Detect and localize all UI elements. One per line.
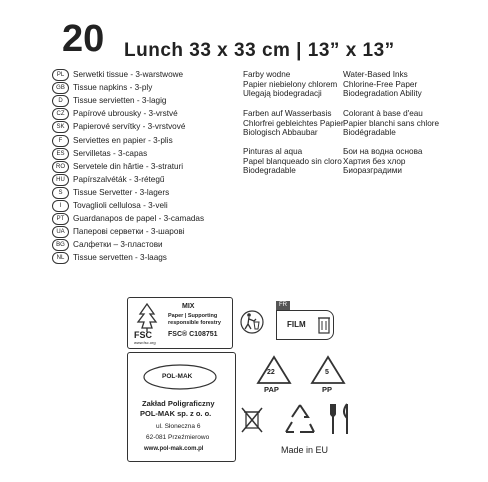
ink-info-es: [243, 147, 342, 176]
recycle-number: 5: [325, 369, 329, 376]
tidyman-icon: [240, 309, 264, 335]
language-text: Serwetki tissue - 3-warstwowe: [73, 70, 184, 79]
ink-info-en: [343, 70, 422, 99]
company-website: www.pol-mak.com.pl: [144, 446, 204, 452]
film-label: FILM: [287, 320, 306, 329]
language-code-badge: BG: [52, 239, 69, 251]
recycle-code: PAP: [264, 385, 279, 394]
language-text: Papierové servítky - 3-vrstvové: [73, 122, 186, 132]
ink-info-line: Ulegają biodegradacji: [243, 89, 322, 98]
company-name1: Zakład Poligraficzny: [142, 399, 215, 408]
ink-info-line: Biodegradable: [243, 166, 296, 175]
recycle-code: PP: [322, 385, 333, 394]
language-code-badge: HU: [52, 174, 69, 186]
ink-info-de: [243, 109, 344, 138]
ink-info-line: Biologisch Abbaubar: [243, 128, 318, 137]
ink-info-pl: [243, 70, 337, 99]
ink-info-line: Papier blanchi sans chlore: [343, 118, 440, 128]
language-text: Servilletas - 3-capas: [73, 148, 148, 158]
language-text: Guardanapos de papel - 3-camadas: [73, 214, 205, 224]
ink-info-bg: [343, 147, 422, 176]
language-text: Papírové ubrousky - 3-vrstvé: [73, 109, 178, 119]
recycle-mark-pap: [252, 355, 296, 395]
ink-info-line: Farby wodne: [243, 70, 291, 79]
ink-info-line: Papier niebielony chlorem: [243, 79, 338, 89]
company-city: 62-081 Przeźmierowo: [146, 434, 210, 441]
film-box: [276, 310, 334, 340]
film-recycle-label: [276, 301, 338, 341]
ink-info-line: Farben auf Wasserbasis: [243, 109, 332, 118]
language-code-badge: ES: [52, 148, 69, 160]
ink-info-line: Chlorine-Free Paper: [343, 79, 418, 89]
recycle-bin-icon: [317, 315, 331, 335]
fsc-license: FSC® C108751: [168, 331, 218, 338]
language-code-badge: CZ: [52, 108, 69, 120]
company-name2: POL-MAK sp. z o. o.: [140, 409, 212, 418]
ink-info-line: Биоразградими: [343, 166, 402, 175]
made-in-label: Made in EU: [281, 445, 329, 455]
fsc-paper-line2: responsible forestry: [168, 320, 221, 326]
ink-info-line: Chlorfrei gebleichtes Papier: [243, 118, 344, 128]
language-text: Tovaglioli cellulosa - 3-veli: [73, 201, 168, 210]
ink-info-line: Хартия без хлор: [343, 156, 406, 166]
language-text: Tissue servetten - 3-laags: [73, 253, 167, 263]
size-label: Lunch 33 x 33 cm | 13” x 13”: [124, 40, 395, 61]
ink-info-line: Бои на водна основа: [343, 147, 423, 156]
language-text: Tissue servietten - 3-lagig: [73, 96, 167, 106]
recycle-number: 22: [267, 369, 275, 376]
language-code-badge: NL: [52, 252, 69, 264]
company-box: [127, 352, 236, 462]
language-text: Паперові серветки - 3-шарові: [73, 227, 185, 237]
ink-info-line: Biodegradation Ability: [343, 89, 422, 98]
fsc-paper-line1: Paper | Supporting: [168, 313, 218, 319]
language-text: Servetele din hârtie - 3-straturi: [73, 161, 184, 171]
language-code-badge: D: [52, 95, 69, 107]
crossed-bin-icon: [240, 404, 264, 434]
language-code-badge: GB: [52, 82, 69, 94]
ink-info-line: Papel blanqueado sin cloro: [243, 156, 342, 166]
language-code-badge: F: [52, 135, 69, 147]
fsc-mix: MIX: [182, 303, 195, 310]
language-code-badge: PT: [52, 213, 69, 225]
language-code-badge: I: [52, 200, 69, 212]
napkin-count: 20: [62, 18, 105, 60]
language-text: Tissue Servetter - 3-lagers: [73, 187, 170, 197]
fsc-site: www.fsc.org: [134, 340, 156, 345]
fr-badge: FR: [276, 301, 290, 310]
language-text: Serviettes en papier - 3-plis: [73, 135, 173, 145]
language-code-badge: SK: [52, 121, 69, 133]
language-text: Papírszalvéták - 3-rétegű: [73, 174, 165, 184]
fsc-logo-text: FSC: [134, 330, 152, 340]
company-logo-text: POL-MAK: [162, 373, 193, 380]
recycle-mark-pp: [306, 355, 350, 395]
ink-info-line: Biodégradable: [343, 128, 396, 137]
recycle-arrows-icon: [280, 402, 320, 438]
fsc-label: [127, 297, 233, 349]
language-code-badge: UA: [52, 226, 69, 238]
language-text: Tissue napkins - 3-ply: [73, 83, 153, 93]
ink-info-line: Water-Based Inks: [343, 70, 408, 79]
language-code-badge: PL: [52, 69, 69, 81]
language-code-badge: RO: [52, 161, 69, 173]
ink-info-line: Pinturas al aqua: [243, 147, 303, 156]
ink-info-fr: [343, 109, 439, 138]
company-street: ul. Słoneczna 6: [156, 423, 201, 430]
ink-info-line: Colorant à base d'eau: [343, 109, 423, 118]
food-safe-icon: [327, 402, 355, 436]
language-text: Салфетки – 3-пластови: [73, 240, 163, 250]
language-code-badge: S: [52, 187, 69, 199]
